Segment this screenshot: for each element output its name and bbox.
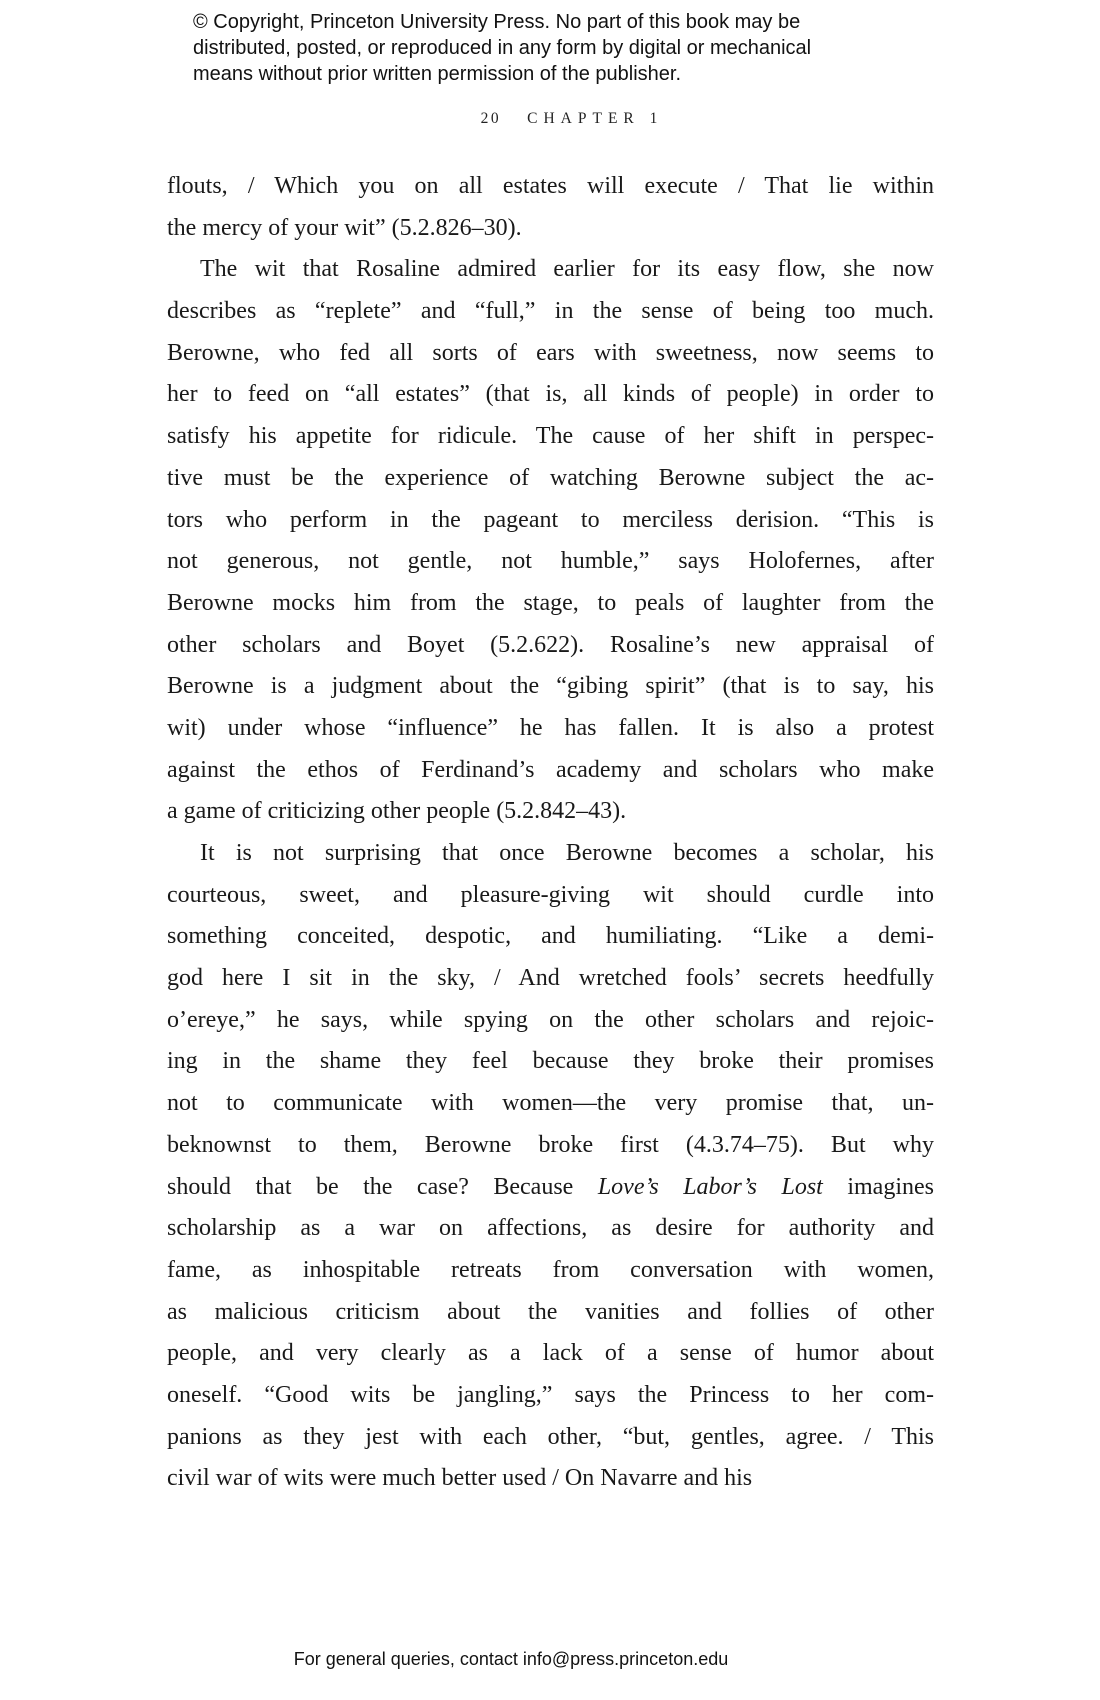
copyright-notice <box>193 9 811 87</box>
body-line <box>167 625 934 667</box>
body-line <box>167 833 934 875</box>
text-segment: her to feed on “all estates” (that is, all kinds of people) in order to <box>167 381 934 408</box>
body-line <box>167 374 934 416</box>
body-line <box>167 1125 934 1167</box>
body-line <box>167 291 934 333</box>
body-line <box>167 1208 934 1250</box>
footer-contact-line: For general queries, contact info@press.princeton.edu <box>293 1649 729 1669</box>
text-segment: not generous, not gentle, not humble,” says Holofernes, after <box>167 548 934 575</box>
body-line <box>167 333 934 375</box>
text-segment: against the ethos of Ferdinand’s academy and scholars who make <box>167 756 934 783</box>
body-line <box>167 875 934 917</box>
text-segment: a game of criticizing other people (5.2.842–43). <box>167 798 627 825</box>
text-segment: as malicious criticism about the vanities and follies of other <box>167 1298 934 1325</box>
body-line <box>167 666 934 708</box>
body-line <box>167 208 934 250</box>
body-line <box>167 1250 934 1292</box>
body-line <box>167 791 934 833</box>
text-segment: scholarship as a war on affections, as desire for authority and <box>167 1215 934 1242</box>
text-segment: other scholars and Boyet (5.2.622). Rosaline’s new appraisal of <box>167 631 934 658</box>
body-line <box>167 1417 934 1459</box>
body-line <box>167 958 934 1000</box>
text-segment: the mercy of your wit” (5.2.826–30). <box>167 214 522 241</box>
text-segment: describes as “replete” and “full,” in the sense of being too much. <box>167 298 934 325</box>
text-segment: people, and very clearly as a lack of a sense of humor about <box>167 1340 934 1367</box>
text-segment: fame, as inhospitable retreats from conversation with women, <box>167 1256 934 1283</box>
body-line <box>167 1041 934 1083</box>
text-segment: courteous, sweet, and pleasure-giving wit should curdle into <box>167 881 934 908</box>
text-segment: tive must be the experience of watching Berowne subject the ac- <box>167 464 934 491</box>
text-segment: god here I sit in the sky, / And wretched fools’ secrets heedfully <box>167 965 934 992</box>
copyright-line: means without prior written permission of the publisher. <box>193 63 682 85</box>
body-line <box>167 1333 934 1375</box>
text-segment: ing in the shame they feel because they broke their promises <box>167 1048 934 1075</box>
body-line <box>167 500 934 542</box>
body-line <box>167 583 934 625</box>
body-line <box>167 750 934 792</box>
book-title-italic: Love’s Labor’s Lost <box>597 1173 823 1200</box>
body-line <box>167 541 934 583</box>
body-line <box>167 416 934 458</box>
body-line <box>167 458 934 500</box>
text-segment: imagines <box>822 1173 934 1200</box>
body-line <box>167 916 934 958</box>
body-line <box>167 1375 934 1417</box>
body-line <box>167 1167 934 1209</box>
text-segment: oneself. “Good wits be jangling,” says the Princess to her com- <box>167 1381 934 1408</box>
text-segment: civil war of wits were much better used / On Navarre and his <box>167 1465 753 1492</box>
text-segment: The wit that Rosaline admired earlier for its easy flow, she now <box>200 256 934 283</box>
text-segment: Berowne, who fed all sorts of ears with sweetness, now seems to <box>167 339 934 366</box>
text-segment: It is not surprising that once Berowne becomes a scholar, his <box>200 840 934 866</box>
body-line <box>167 1000 934 1042</box>
text-segment: Berowne is a judgment about the “gibing spirit” (that is to say, his <box>167 673 934 700</box>
text-segment: beknownst to them, Berowne broke first (4.3.74–75). But why <box>167 1131 934 1158</box>
page-number: 20 <box>480 110 502 127</box>
text-segment: wit) under whose “influence” he has fallen. It is also a protest <box>167 714 934 741</box>
chapter-label: CHAPTER 1 <box>527 110 664 127</box>
text-segment: Berowne mocks him from the stage, to peals of laughter from the <box>167 589 934 616</box>
body-line <box>167 1458 934 1500</box>
body-line <box>167 708 934 750</box>
body-line <box>167 166 934 208</box>
text-segment: should that be the case? Because <box>167 1173 598 1200</box>
text-segment: panions as they jest with each other, “but, gentles, agree. / This <box>167 1423 934 1450</box>
body-text <box>167 166 934 1500</box>
running-head <box>44 110 1100 128</box>
copyright-line: distributed, posted, or reproduced in any form by digital or mechanical <box>193 37 812 59</box>
body-line <box>167 249 934 291</box>
text-segment: flouts, / Which you on all estates will execute / That lie within <box>167 173 934 199</box>
body-line <box>167 1292 934 1334</box>
text-segment: something conceited, despotic, and humiliating. “Like a demi- <box>167 923 934 950</box>
text-segment: satisfy his appetite for ridicule. The cause of her shift in perspec- <box>167 423 934 450</box>
text-segment: o’ereye,” he says, while spying on the other scholars and rejoic- <box>167 1006 934 1033</box>
copyright-line: © Copyright, Princeton University Press. No part of this book may be <box>193 11 801 33</box>
text-segment: not to communicate with women—the very promise that, un- <box>167 1090 934 1117</box>
text-segment: tors who perform in the pageant to merciless derision. “This is <box>167 506 934 533</box>
body-line <box>167 1083 934 1125</box>
